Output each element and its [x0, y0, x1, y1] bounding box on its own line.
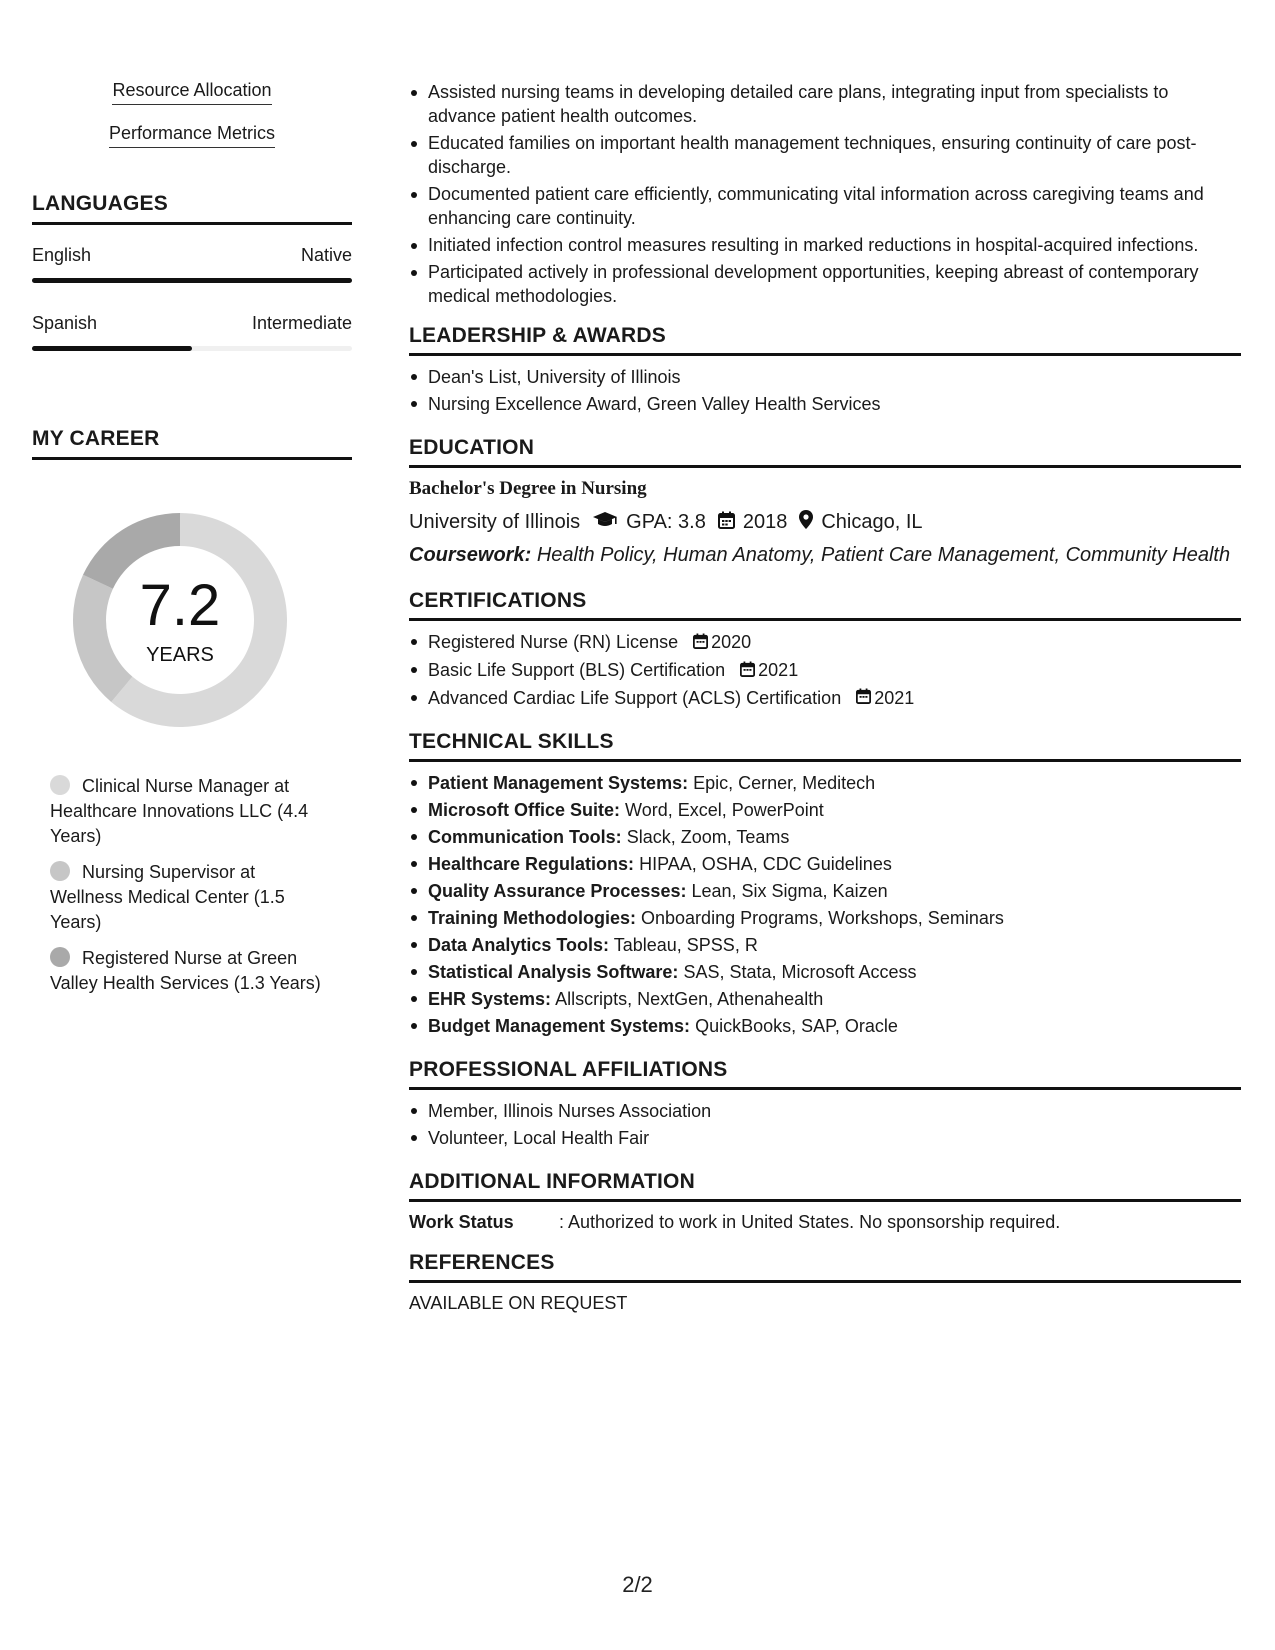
- career-heading: MY CAREER: [32, 427, 352, 460]
- technical-skills-list: [409, 770, 1241, 1040]
- education-meta: [409, 510, 1241, 535]
- work-status-value: : Authorized to work in United States. No sponsorship required.: [559, 1212, 1061, 1233]
- legend-dot: [50, 861, 70, 881]
- language-bar-english: [32, 278, 352, 283]
- language-name: Spanish: [32, 313, 98, 333]
- list-item: Participated actively in professional development opportunities, keeping abreast of contemporary medical methodologies.: [409, 260, 1241, 308]
- experience-bullets: [409, 80, 1241, 308]
- languages-heading: LANGUAGES: [32, 192, 352, 225]
- career-item: Clinical Nurse Manager at Healthcare Innovations LLC (4.4 Years): [50, 776, 309, 846]
- list-item: Communication Tools: Slack, Zoom, Teams: [409, 824, 1241, 851]
- list-item: Volunteer, Local Health Fair: [409, 1125, 1241, 1152]
- skill-resource-allocation: Resource Allocation: [32, 80, 352, 105]
- list-item: Advanced Cardiac Life Support (ACLS) Certification 2021: [409, 685, 1241, 713]
- work-status: [409, 1212, 1241, 1233]
- calendar-icon: [693, 630, 708, 657]
- career-legend: [32, 774, 322, 996]
- certifications-heading: CERTIFICATIONS: [409, 589, 1241, 621]
- education-heading: EDUCATION: [409, 436, 1241, 468]
- school-name: University of Illinois: [409, 511, 581, 533]
- leadership-heading: LEADERSHIP & AWARDS: [409, 324, 1241, 356]
- list-item: Registered Nurse (RN) License 2020: [409, 629, 1241, 657]
- language-name: English: [32, 245, 92, 265]
- legend-dot: [50, 775, 70, 795]
- list-item: Healthcare Regulations: HIPAA, OSHA, CDC Guidelines: [409, 851, 1241, 878]
- affiliations-list: [409, 1098, 1241, 1152]
- location-pin-icon: [799, 510, 813, 535]
- graduation-year: 2018: [742, 511, 788, 533]
- affiliations-heading: PROFESSIONAL AFFILIATIONS: [409, 1058, 1241, 1090]
- legend-dot: [50, 947, 70, 967]
- sidebar: [32, 80, 352, 1007]
- list-item: Nursing Excellence Award, Green Valley Health Services: [409, 391, 1241, 418]
- list-item: EHR Systems: Allscripts, NextGen, Athenahealth: [409, 986, 1241, 1013]
- gpa: GPA: 3.8: [626, 511, 706, 533]
- career-unit: YEARS: [146, 644, 214, 666]
- career-total: 7.2: [139, 573, 221, 638]
- language-bar-fill: [32, 346, 192, 351]
- language-spanish: [32, 313, 352, 334]
- degree-title: Bachelor's Degree in Nursing: [409, 478, 647, 499]
- coursework: Coursework: Health Policy, Human Anatomy, Patient Care Management, Community Health: [409, 544, 1231, 566]
- graduation-cap-icon: [592, 511, 618, 535]
- list-item: Basic Life Support (BLS) Certification 2021: [409, 657, 1241, 685]
- list-item: Quality Assurance Processes: Lean, Six Sigma, Kaizen: [409, 878, 1241, 905]
- list-item: Data Analytics Tools: Tableau, SPSS, R: [409, 932, 1241, 959]
- list-item: Training Methodologies: Onboarding Programs, Workshops, Seminars: [409, 905, 1241, 932]
- list-item: Dean's List, University of Illinois: [409, 364, 1241, 391]
- list-item: Patient Management Systems: Epic, Cerner, Meditech: [409, 770, 1241, 797]
- technical-skills-heading: TECHNICAL SKILLS: [409, 730, 1241, 762]
- calendar-icon: [718, 511, 735, 535]
- list-item: Member, Illinois Nurses Association: [409, 1098, 1241, 1125]
- language-english: [32, 245, 352, 266]
- list-item: Assisted nursing teams in developing detailed care plans, integrating input from specialists to advance patient health outcomes.: [409, 80, 1241, 128]
- leadership-list: [409, 364, 1241, 418]
- work-status-label: Work Status: [409, 1212, 514, 1233]
- certifications-list: [409, 629, 1241, 712]
- page-number: 2/2: [622, 1572, 653, 1597]
- list-item: Microsoft Office Suite: Word, Excel, PowerPoint: [409, 797, 1241, 824]
- calendar-icon: [740, 658, 755, 685]
- skill-performance-metrics: Performance Metrics: [32, 123, 352, 148]
- language-bar-spanish: [32, 346, 352, 351]
- calendar-icon: [856, 685, 871, 712]
- list-item: Educated families on important health management techniques, ensuring continuity of care post-discharge.: [409, 131, 1241, 179]
- main-content: [409, 80, 1241, 1314]
- career-item: Nursing Supervisor at Wellness Medical Center (1.5 Years): [50, 862, 285, 932]
- references-text: AVAILABLE ON REQUEST: [409, 1293, 628, 1314]
- references-heading: REFERENCES: [409, 1251, 1241, 1283]
- list-item: Budget Management Systems: QuickBooks, SAP, Oracle: [409, 1013, 1241, 1040]
- school-location: Chicago, IL: [821, 511, 923, 533]
- language-bar-fill: [32, 278, 352, 283]
- career-item: Registered Nurse at Green Valley Health Services (1.3 Years): [50, 948, 321, 993]
- additional-info-heading: ADDITIONAL INFORMATION: [409, 1170, 1241, 1202]
- language-level: Native: [300, 245, 352, 265]
- career-donut: [60, 500, 300, 740]
- language-level: Intermediate: [251, 313, 352, 333]
- list-item: Documented patient care efficiently, communicating vital information across caregiving teams and enhancing care continuity.: [409, 182, 1241, 230]
- list-item: Initiated infection control measures resulting in marked reductions in hospital-acquired infections.: [409, 233, 1241, 257]
- list-item: Statistical Analysis Software: SAS, Stata, Microsoft Access: [409, 959, 1241, 986]
